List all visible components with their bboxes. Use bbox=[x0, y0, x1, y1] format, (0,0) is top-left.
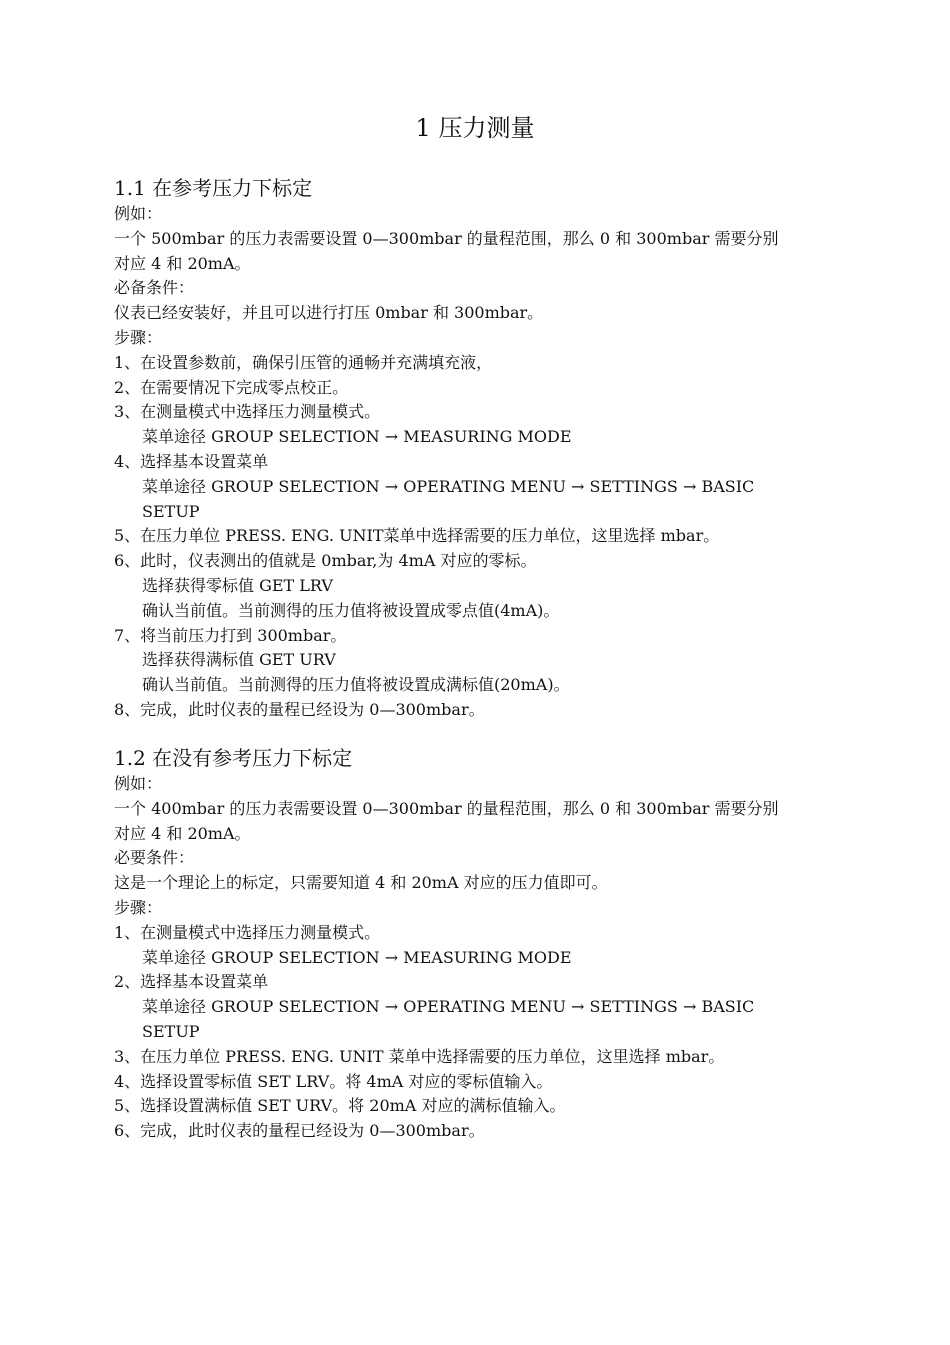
step-line: 6、此时，仪表测出的值就是 0mbar,为 4mA 对应的零标。 bbox=[114, 551, 537, 571]
text-line: 一个 400mbar 的压力表需要设置 0—300mbar 的量程范围，那么 0 和 300mbar 需要分别 bbox=[114, 798, 779, 818]
text-line: 这是一个理论上的标定，只需要知道 4 和 20mA 对应的压力值即可。 bbox=[114, 873, 608, 893]
text-line: 例如： bbox=[114, 774, 163, 793]
text-line: 必要条件： bbox=[114, 848, 195, 868]
text-line: 一个 500mbar 的压力表需要设置 0—300mbar 的量程范围，那么 0 和 300mbar 需要分别 bbox=[114, 228, 779, 248]
section-heading: 1.2 在没有参考压力下标定 bbox=[114, 746, 353, 770]
section-heading: 1.1 在参考压力下标定 bbox=[114, 176, 313, 200]
section-calibration-with-reference bbox=[114, 174, 844, 723]
text-line: 仪表已经安装好，并且可以进行打压 0mbar 和 300mbar。 bbox=[114, 303, 544, 323]
menu-path-line: SETUP bbox=[142, 501, 200, 521]
step-line: 7、将当前压力打到 300mbar。 bbox=[114, 625, 347, 645]
menu-path-line: SETUP bbox=[142, 1021, 200, 1041]
step-line: 4、选择设置零标值 SET LRV。将 4mA 对应的零标值输入。 bbox=[114, 1071, 553, 1091]
sub-step-line: 确认当前值。当前测得的压力值将被设置成零点值(4mA)。 bbox=[142, 600, 560, 620]
menu-path-line: 菜单途径 GROUP SELECTION → MEASURING MODE bbox=[142, 947, 572, 967]
sub-step-line: 选择获得满标值 GET URV bbox=[142, 650, 336, 670]
step-line: 8、完成，此时仪表的量程已经设为 0—300mbar。 bbox=[114, 699, 485, 719]
step-line: 4、选择基本设置菜单 bbox=[114, 451, 269, 471]
section-calibration-without-reference bbox=[114, 744, 844, 1144]
step-line: 3、在测量模式中选择压力测量模式。 bbox=[114, 402, 381, 422]
step-line: 2、选择基本设置菜单 bbox=[114, 972, 269, 992]
step-line: 5、选择设置满标值 SET URV。将 20mA 对应的满标值输入。 bbox=[114, 1096, 566, 1116]
step-line: 1、在设置参数前，确保引压管的通畅并充满填充液， bbox=[114, 352, 493, 372]
text-line: 必备条件： bbox=[114, 278, 195, 298]
menu-path-line: 菜单途径 GROUP SELECTION → OPERATING MENU → SETTINGS → BASIC bbox=[142, 997, 755, 1017]
text-line: 对应 4 和 20mA。 bbox=[114, 253, 251, 273]
sub-step-line: 确认当前值。当前测得的压力值将被设置成满标值(20mA)。 bbox=[142, 675, 570, 695]
step-line: 5、在压力单位 PRESS. ENG. UNIT菜单中选择需要的压力单位，这里选择 mbar。 bbox=[114, 526, 720, 546]
menu-path-line: 菜单途径 GROUP SELECTION → OPERATING MENU → SETTINGS → BASIC bbox=[142, 476, 755, 496]
text-line: 步骤： bbox=[114, 327, 163, 347]
text-line: 例如： bbox=[114, 204, 163, 223]
step-line: 1、在测量模式中选择压力测量模式。 bbox=[114, 922, 381, 942]
step-line: 2、在需要情况下完成零点校正。 bbox=[114, 377, 349, 397]
sub-step-line: 选择获得零标值 GET LRV bbox=[142, 575, 333, 595]
step-line: 3、在压力单位 PRESS. ENG. UNIT 菜单中选择需要的压力单位，这里选择 mbar。 bbox=[114, 1046, 725, 1066]
text-line: 对应 4 和 20mA。 bbox=[114, 823, 251, 843]
step-line: 6、完成，此时仪表的量程已经设为 0—300mbar。 bbox=[114, 1121, 485, 1141]
text-line: 步骤： bbox=[114, 897, 163, 917]
document-title: 1 压力测量 bbox=[415, 114, 535, 142]
menu-path-line: 菜单途径 GROUP SELECTION → MEASURING MODE bbox=[142, 427, 572, 447]
